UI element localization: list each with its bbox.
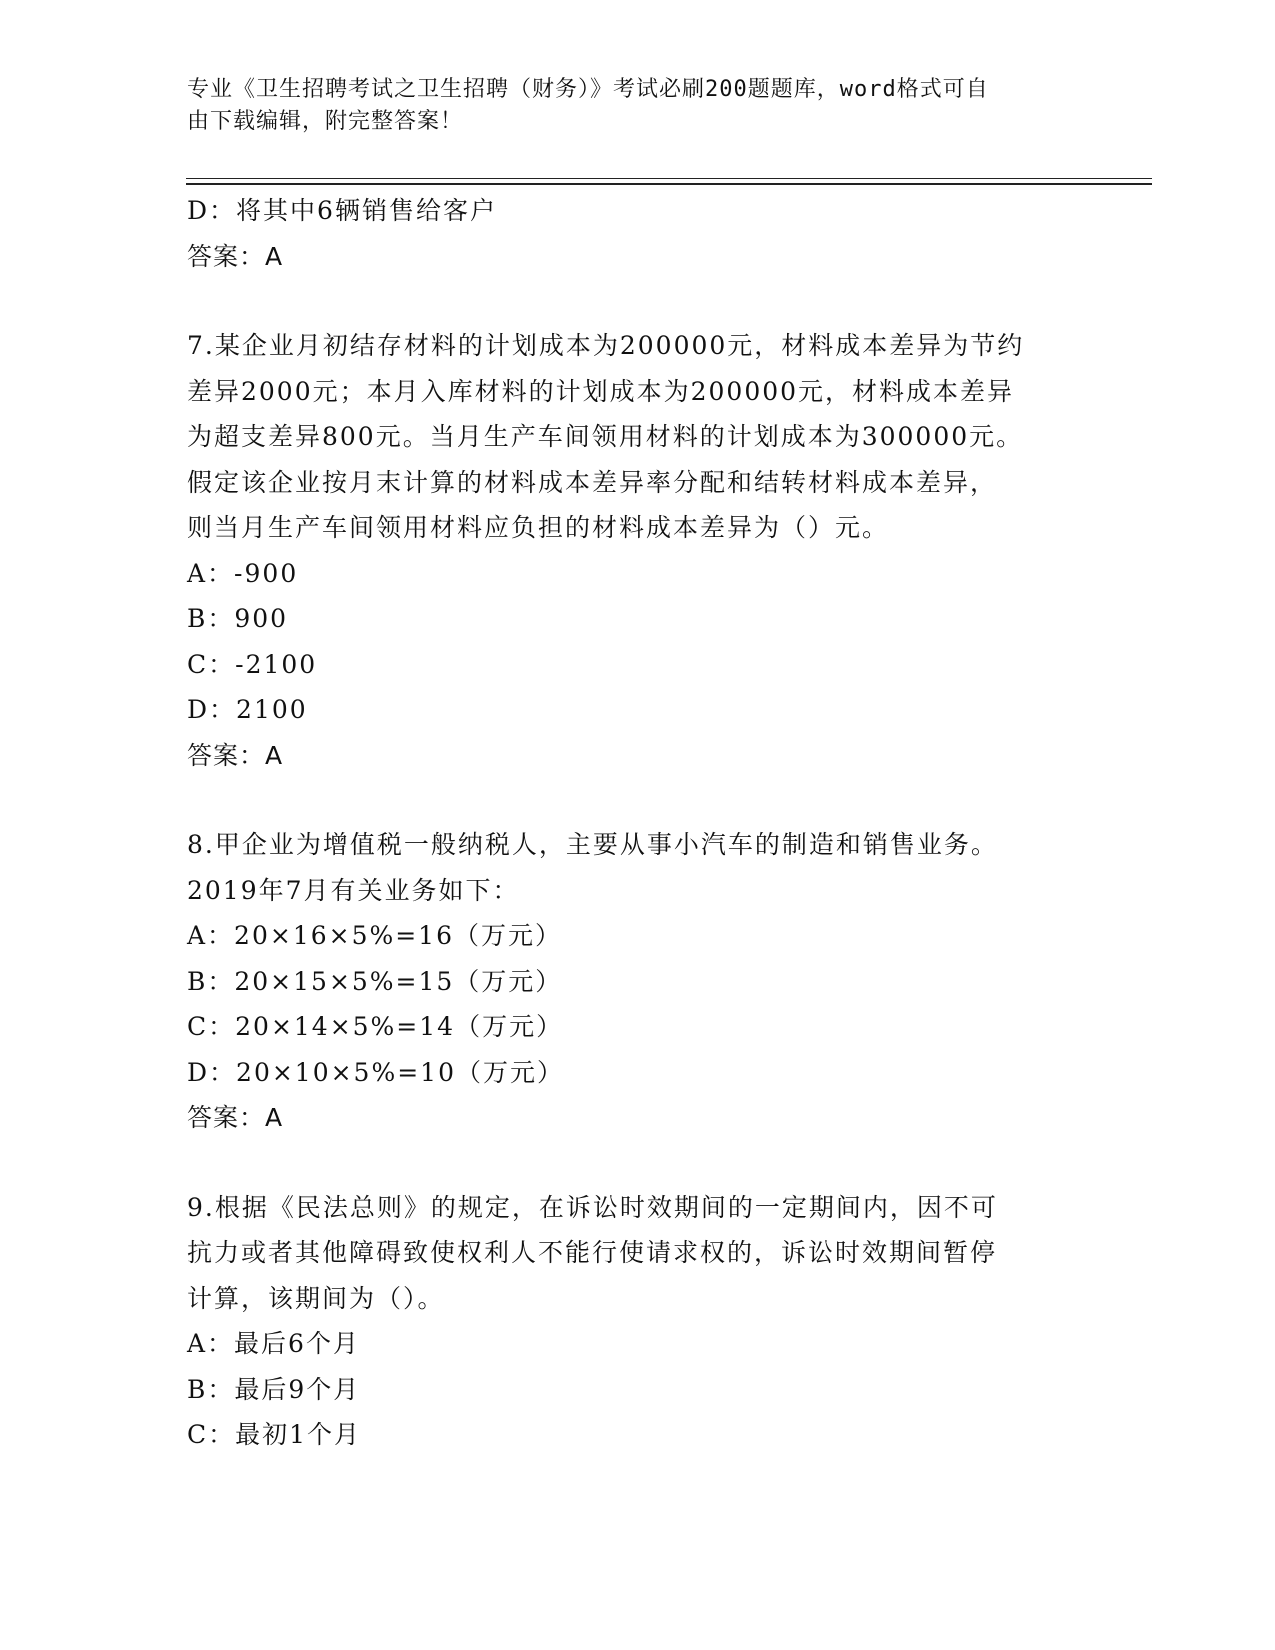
question-stem-line: 计算，该期间为（）。 (187, 1283, 445, 1313)
option-a: A：最后6个月 (187, 1329, 360, 1358)
page-header (187, 74, 1067, 138)
header-divider-thin (186, 178, 1152, 179)
answer: 答案：A (187, 1103, 284, 1132)
option-a: A：20×16×5%=16（万元） (187, 921, 562, 950)
question-8 (187, 822, 1087, 1141)
question-stem-line: 假定该企业按月末计算的材料成本差异率分配和结转材料成本差异， (187, 467, 998, 497)
answer: 答案：A (187, 740, 284, 770)
header-line-1: 专业《卫生招聘考试之卫生招聘（财务）》考试必刷200题题库，word格式可自 (187, 77, 989, 102)
question-stem-line: 8.甲企业为增值税一般纳税人，主要从事小汽车的制造和销售业务。 (187, 830, 998, 859)
question-list (187, 188, 1087, 1458)
answer: 答案：A (187, 241, 284, 271)
option-c: C：最初1个月 (187, 1420, 362, 1449)
question-7 (187, 323, 1087, 778)
option-d: D：将其中6辆销售给客户 (187, 196, 497, 225)
option-b: B：最后9个月 (187, 1374, 361, 1404)
question-stem-line: 2019年7月有关业务如下： (187, 875, 520, 905)
question-6-tail (187, 188, 1087, 279)
header-divider-thick (186, 183, 1152, 185)
option-d: D：20×10×5%=10（万元） (187, 1057, 564, 1087)
question-stem-line: 差异2000元；本月入库材料的计划成本为200000元，材料成本差异 (187, 376, 1015, 406)
option-c: C：-2100 (187, 649, 318, 679)
question-stem-line: 7.某企业月初结存材料的计划成本为200000元，材料成本差异为节约 (187, 331, 1025, 360)
question-stem-line: 则当月生产车间领用材料应负担的材料成本差异为（）元。 (187, 513, 890, 542)
header-line-2: 由下载编辑，附完整答案！ (187, 109, 464, 134)
question-stem-line: 9.根据《民法总则》的规定，在诉讼时效期间的一定期间内，因不可 (187, 1192, 998, 1222)
question-9 (187, 1185, 1087, 1458)
option-b: B：900 (187, 604, 289, 633)
question-stem-line: 为超支差异800元。当月生产车间领用材料的计划成本为300000元。 (187, 422, 1024, 451)
option-a: A：-900 (187, 558, 299, 588)
option-b: B：20×15×5%=15（万元） (187, 966, 563, 996)
option-d: D：2100 (187, 695, 308, 724)
option-c: C：20×14×5%=14（万元） (187, 1012, 564, 1041)
question-stem-line: 抗力或者其他障碍致使权利人不能行使请求权的，诉讼时效期间暂停 (187, 1238, 998, 1267)
